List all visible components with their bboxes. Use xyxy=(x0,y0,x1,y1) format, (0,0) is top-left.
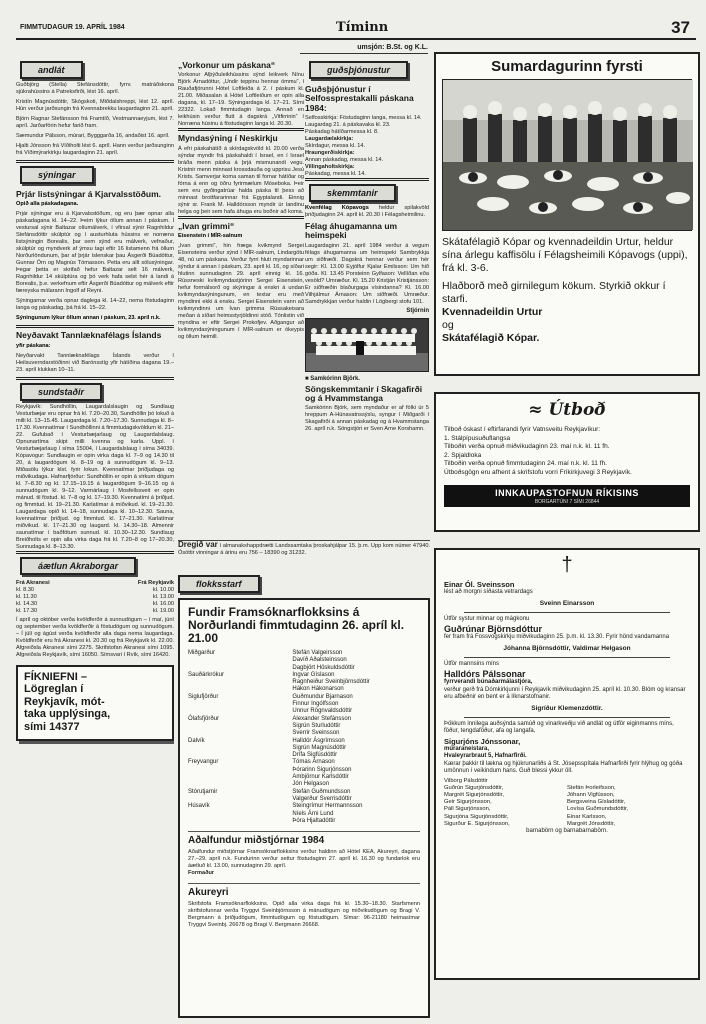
column-middle-right xyxy=(305,58,429,568)
mourner-name: Stefán Þorleifsson, xyxy=(567,784,616,791)
songskemmtun-body: Samkórinn Björk, sem myndaður er af fólki úr 5 hreppum A-Húnavatnssýslu, syngur í Miðgarði í Skagafirði á annan páskadag og á Hvammstanga 26. apríl n.k. Söngstjóri er Sven Arne Korshamn. xyxy=(305,405,429,433)
andlat-entry: Sæmundur Pálsson, múrari, Bygggarða 16, andaðist 16. apríl. xyxy=(16,133,170,139)
notice-4-intro: Þökkum innilega auðsýnda samúð og vinarkveðju við andlát og útför eiginmanns míns, föður, tengdaföður, afa og langafa, xyxy=(444,720,674,734)
meeting-place xyxy=(188,686,292,693)
akureyri-title: Akureyri xyxy=(188,883,420,898)
andlat-entry: Hjalti Jónsson frá Víðiholti lést 6. apríl. Hann verður jarðsunginn frá Víðimýrarkirkju laugardaginn 21. apríl. xyxy=(16,143,174,156)
notice-2-name: Guðrúnar Björnsdóttur xyxy=(444,624,542,634)
table-row xyxy=(16,587,174,594)
list-item: Annan páskadag, messa kl. 14. xyxy=(305,157,384,164)
speaker-name: Sigrún Magnúsdóttir xyxy=(292,744,347,751)
gudsthjonustur-list xyxy=(305,115,429,178)
fikniefni-line: Lögreglan í xyxy=(24,683,84,696)
table-row xyxy=(188,701,420,708)
notice-2-signature: Jóhanna Björnsdóttir, Valdimar Helgason xyxy=(503,644,631,652)
ivan-sub: Eisenstein í MÍR-salnum xyxy=(178,233,243,240)
list-item: Selfosskirkja: Föstudaginn langa, messa kl. 14. xyxy=(305,115,422,122)
ferry-time: kl. 16.00 xyxy=(152,600,174,607)
notice-1-signature: Sveinn Einarsson xyxy=(539,599,595,607)
table-row xyxy=(188,694,420,701)
fikniefni-line: Reykjavík, mót- xyxy=(24,695,105,708)
meeting-place xyxy=(188,767,292,774)
speaker-name: Guðmundur Bjarnason xyxy=(292,693,353,700)
table-row xyxy=(188,803,420,810)
meeting-place xyxy=(188,679,292,686)
speaker-name: Hákon Hákonarson xyxy=(292,686,344,693)
flokksstarf-banner: flokksstarf xyxy=(178,575,260,593)
scouts-photo xyxy=(442,79,692,231)
table-row xyxy=(188,738,420,745)
table-row xyxy=(16,608,174,615)
sumardagur-body: Skátafélagið Kópar og kvennadeildin Urtur, heldur sína árlegu kaffisölu í Félagsheimili Kópavogs (uppi), frá kl. 3-6. xyxy=(442,236,688,274)
meeting-place: Stórutjarnir xyxy=(188,788,218,795)
ferry-time: kl. 10.00 xyxy=(152,586,174,593)
utbod-intro: Tilboð óskast í eftirfarandi fyrir Vatnsveitu Reykjavíkur: xyxy=(444,426,601,433)
notice-3-role: fyrrverandi búnaðarmálastjóra, xyxy=(444,679,533,685)
list-item: Villingaholtskirkja: xyxy=(305,164,355,171)
adalfundur-title: Aðalfundur miðstjórnar 1984 xyxy=(188,831,420,846)
speaker-name: Stefán Guðmundsson xyxy=(292,788,351,795)
table-row xyxy=(188,796,420,803)
ivan-section xyxy=(178,216,304,341)
fikniefni-line: taka upplýsinga, xyxy=(24,708,111,721)
table-row xyxy=(188,679,420,686)
speaker-name: Sverrir Sveinsson xyxy=(292,730,340,737)
dregid-section xyxy=(178,540,430,570)
list-item: Páskadag hátíðarmessa kl. 8. xyxy=(305,129,379,136)
meeting-place xyxy=(188,811,292,818)
sumardagur-sig2: Skátafélagið Kópar. xyxy=(442,332,540,344)
notice-4-end: barnabörn og barnabarnabörn. xyxy=(526,827,608,834)
page-number: 37 xyxy=(671,18,690,37)
meeting-place: Siglufjörður xyxy=(188,693,219,700)
mourner-name: Bergsveina Gísladóttir, xyxy=(567,799,626,806)
speaker-name: Dagbjört Höskuldsdóttir xyxy=(292,664,355,671)
myndasyning-body: Á efri páskahátíð á skírdagskvöld kl. 20.00 verða sýndar myndir frá páskahaldi í Israel, en í Israel bráða menn páska á þrjá mismunandi vegu. Kristnir menn minnast krossdauða og upprisu Jesú Krists. Samverjar koma saman til fornar hátíðar og fórna á enn og öðru fyrirmælum Móseboka. Þeir sem eru gyðingatrúar halda páska til þess að minnast brottfararinnar frá Egyptalandi. Einnig sýnir sr. Frank M. Halldórsson myndir úr landinu helga og þeir sem hafa áhuga eru boðnir að koma. xyxy=(178,145,304,215)
table-row xyxy=(188,818,420,825)
column-middle-left xyxy=(178,58,304,568)
utbod-logo-text: Útboð xyxy=(548,400,606,420)
ferry-col-akranes: Frá Akranesi xyxy=(16,579,50,586)
syningar-body xyxy=(16,201,174,322)
list-item: Páskadag, messa kl. 14. xyxy=(305,171,366,178)
masthead-logo: Tíminn xyxy=(336,20,389,35)
table-row xyxy=(16,601,174,608)
vorkonur-heading: „Vorkonur um páskana“ xyxy=(178,60,276,70)
mourner-name: Sigurjóna Sigurjónsdóttir, xyxy=(444,813,509,820)
syningar-sub: Opið alla páskadagana. xyxy=(16,201,79,208)
sundstadir-section xyxy=(16,377,174,551)
choir-photo xyxy=(305,318,429,372)
andlat-entry: Björn Ragnar Stefánsson frá Framtíð, Vestmannaeyjum, lést 7. apríl. Jarðarförin hefur farið fram. xyxy=(16,116,174,129)
andlat-entry: Kristín Magnúsdóttir, Skógskoti, Miðdalshreppi, lést 12. apríl. Hún verður jarðsungin frá Kvennabrekku laugardaginn 21. apríl. xyxy=(16,99,174,112)
speaker-name: Þórarinn Sigurjónsson xyxy=(292,766,352,773)
ferry-time: kl. 14.30 xyxy=(16,600,38,607)
sumardagur-signature xyxy=(442,306,692,345)
songskemmtun-heading: Söngskemmtanir í Skagafirði og á Hvammstanga xyxy=(305,383,423,404)
syningar-text: Prjár sýningar eru á Kjarvalsstöðum, og eru þær opnar alla páskadagana kl. 14–22. Þeim lýkur öllum annan í páskum. Í vestursal sýnir Baltazar olíumálverk, í vfirsal sýnir Ragnhildur Stefánsdóttir skúlptúr og í austurhluta hússins er norræna listsýningin Borealis, þar sem sýnd eru málverk, vefnaður, skúlptúr og myndverk af ýmsu tagi eftir 16 listamenn frá öllum Norðurlöndunum, þar af þrjár íslenskar þau Ásgerði Búadóttur, Gunnar Örn og Magnús Tómasson. Petta eru allt sölusýningar. Þegar þetta er skrifað hefur Baltazar selt 16 málverk, Ragnhildur 14 skúlptúra og þó verk hafa selst hér á landi á Borealis, þ.e. verkefnum eftir Ásgerði Búadóttur og málverk eftir færeyska málarann Ingolf af Reyni. xyxy=(16,211,174,295)
mourner-name: Margrét Jónsdóttir, xyxy=(567,820,616,827)
ferry-time: kl. 17.30 xyxy=(16,607,38,614)
fikniefni-line: FÍKNIEFNI – xyxy=(24,670,87,683)
syningar-section xyxy=(16,160,174,322)
table-row xyxy=(16,594,174,601)
meeting-place xyxy=(188,708,292,715)
meeting-place xyxy=(188,752,292,759)
notice-4-role: múraraneistara, xyxy=(444,745,490,752)
sumardagur-title: Sumardagurinn fyrsti xyxy=(491,58,643,75)
notice-1-body: lést að morgni síðasta vetrardags xyxy=(444,589,533,595)
list-item: Laugardælakirkja: xyxy=(305,136,354,143)
table-row xyxy=(188,774,420,781)
fundir-title: Fundir Framsóknarflokksins á Norðurlandi fimmtudaginn 26. apríl kl. 21.00 xyxy=(188,605,405,645)
ivan-text: „Ivan grimmi“, hin fræga kvikmynd Sergei Eisensteins verður sýnd í MÍR-salnum, Lindargötu 48, nú um páskana. Verður fyrri hluti myndarinnar sýndur á annan í páskum, 23. apríl kl. 16, og síðari hlutinn sunnudaginn 29. apríl einnig kl. 16. Rússneski kvikmyndastjórinn Sergei Eisenstein, hefur formálsorð og skýringar á enskri á undan kvikmyndasýningunum, en textar eru með myndinni ekki á ensku. Sergei Eisenstein vann að kvikmyndinni um Ívan grimma Rússakeisara meðan á síðari heimsstyrjöldinni stóð. Tónlistin við myndina er eftir Sergei Prokofjev. Aðgangur að kvikmyndasýningunum í MÍR-salnum er ókeypis og öllum heimill. xyxy=(178,243,304,341)
agency-address: BORGARTÚNI 7 SÍMI 26844 xyxy=(444,499,690,507)
sundstadir-body: Reykjavík: Sundhöllin, Laugardalslaugin og Sundlaug Vesturbæjar eru opnar frá kl. 7.20–20.30, Sundhöllin þó lokuð á milli kl. 13–15.45. Laugardaga kl. 7.20–17.30. Sunnudaga kl. 8–17.30. Kvennatímar í Sundhöllinni á fimmtudagskvöldum kl. 21–22. Gufubað í Vesturbæjarlaug og Laugardalslaug. Opnunartíma skipt milli kvenna og karla. Uppl. í Vesturbæjarlaug í síma 15004, í Laugardalslaug í síma 34039. Kópavogur: Sundlaugin er opin virka daga kl. 7–9 og 14.30 til 20, á laugardögum kl. 8–19 og á sunnudögum kl. 9–13. Miðasölu lýkur klst. fyrir lokun. Kvennatímar þriðjudaga og miðvikudaga. Hafnarfjörður: Sundhöllin er opin á virkum dögum kl. 7–8.30 og kl. 17.15–19.15 á laugardögum 9–16.15 og á sunnudögum kl. 9–12. Varmárlaug í Mosfellssveit er opin mánud. til föstud. kl. 7–8 og kl. 17–19.30. Kvennatími á þriðjud. og fimmtud. kl. 19–21.30. Karlatímar á miðvikud. kl. 19–21.30. Laugardaga opið kl. 14–18, sunnudaga kl. 10–12.30. Sauna, kvennatímar þriðjud. og fimmtud. kl. 17–21.30. Karlatímar miðvikud. kl. 17–21.30 og laugard. kl. 14.30–18. Almennir saunatímar í baðfötum sunnud. kl. 10.30–12.30. Sundlaug Breiðholts er opin alla virka daga frá kl. 7.20–8 og 17–20.30, Sunnudaga kl. 8–13.30. xyxy=(16,403,174,550)
skemmtanir-section xyxy=(305,178,429,219)
myndasyning-section xyxy=(178,128,304,215)
notice-4-name: Sigurjóns Jónssonar, xyxy=(444,736,521,746)
notice-4-address: Hvaleyrarbraut 5, Hafnarfirði. xyxy=(444,753,527,759)
divider xyxy=(464,612,670,613)
speaker-name: Davíð Aðalsteinsson xyxy=(292,657,347,664)
meeting-place xyxy=(188,818,292,825)
notice-4-body: Kærar þakkir til lækna og hjúkrunarliðs á St. Jósepsspítala Hafnarfirði fyrir hlýhug og góða umönnun í veikindum hans. Guð blessi ykkur öll. xyxy=(444,760,683,774)
syningar-end: Sýningunum lýkur öllum annan í páskum, 23. apríl n.k. xyxy=(16,315,161,322)
cross-icon: † xyxy=(561,554,573,576)
felag-body: Laugardaginn 21. apríl 1984 verður á vegum félags áhugamanna um heimspeki Sambrykkja um siðfræði. Dagskrá hennar verður sem hér segir: Kl. 13.00 Eyjólfur Kjalar Emilsson: Um hið góða. Kl. 13.45 Porsteinn Gylfason: Vellíðan eða vesöld? Umræður. Kl. 15.20 Kristján Kristjánsson: Er siðfræðin blaðurgaga vísindanna? Kl. 16.00 Vilhjálmur Árnason: Um siðfræði. Umræður. Samdrykkjan verður haldin í Lögbergi stofu 101. xyxy=(305,242,429,305)
table-row xyxy=(188,730,420,737)
photo-marker-icon: ■ xyxy=(305,375,311,382)
notice-1-name: Einar Ól. Sveinsson xyxy=(444,580,515,589)
meeting-place xyxy=(188,796,292,803)
speaker-name: Jón Helgason xyxy=(292,781,330,788)
adalfundur-body: Aðalfundur miðstjórnar Framsóknarflokksins verður haldinn að Hótel KEA, Akureyri, dagana 27.–29. apríl n.k. Fundurinn verður settur föstudaginn 27. apríl kl. 16.30 og fundarlok eru áætluð kl. 13.00, sunnudaginn 29. apríl. xyxy=(188,849,420,870)
speaker-name: Drífa Sigfúsdóttir xyxy=(292,752,338,759)
meeting-place: Ólafsfjörður xyxy=(188,715,220,722)
notice-2-body: fer fram frá Fossvogskirkju miðvikudaginn 25. þ.m. kl. 13.30. Fyrir hönd vandamanna xyxy=(444,634,670,640)
list-item: Laugardag 21. á páskavaka kl. 23. xyxy=(305,122,391,129)
meeting-place: Sauðárkrókur xyxy=(188,671,225,678)
felag-signature: Stjórnin xyxy=(406,307,429,314)
skemmtanir-text: heldur spilakvöld þriðjudaginn 24. apríl kl. 20.30 í Félagsheimilinu. xyxy=(305,205,429,219)
mourner-name: Einar Karlsson, xyxy=(567,813,607,820)
ferry-time: kl. 19.00 xyxy=(152,607,174,614)
table-row xyxy=(188,665,420,672)
agency-name: INNKAUPASTOFNUN RÍKISINS xyxy=(444,485,690,499)
ferry-col-reykjavik: Frá Reykjavík xyxy=(137,579,174,586)
meeting-place xyxy=(188,781,292,788)
dregid-body xyxy=(178,541,430,557)
ferry-time: kl. 13.00 xyxy=(152,593,174,600)
table-row xyxy=(188,745,420,752)
felag-section xyxy=(305,222,429,314)
meeting-place xyxy=(188,745,292,752)
speaker-name: Finnur Ingólfsson xyxy=(292,701,339,708)
notice-3-signature: Sigríður Klemenzdóttir. xyxy=(531,704,603,712)
neydarvakt-heading: Neyðavakt Tannlæknafélags Íslands xyxy=(16,330,162,341)
table-row xyxy=(188,657,420,664)
flokksstarf-section xyxy=(178,572,430,1020)
gudsthjonustur-heading: Guðsþjónustur í Selfossprestakalli páskana 1984: xyxy=(305,84,414,113)
akureyri-body: Skrifstofa Framsóknarflokksins. Opið alla virka daga frá kl. 15.30–18.30. Starfsmenn skrifstofunnar verða Tryggvi Sveinbjörnsson á mánudögum og miðvikudögum og Bragi V. Bergmann á þriðjudögum, fimmtudögum og föstudögum. Símar: 96-21180 heimasímar Tryggvi Sveinbj. 26678 og Bragi V. Bergmann 26668. xyxy=(188,901,420,929)
dregid-text: í almanakshappdrætti Landssamtaka þroskahjálpar 15. þ.m. Upp kom númer 47940. Ósóttir vinningar á árinu eru 756 – 18390 og 31232. xyxy=(178,543,430,556)
speaker-name: Sigrún Sturludóttir xyxy=(292,722,341,729)
speaker-name: Ragnheiður Sveinbjörnsdóttir xyxy=(292,679,370,686)
syningar-heading: Prjár listsýningar á Kjarvalsstöðum. xyxy=(16,189,162,199)
speaker-name: Halldór Ásgrímsson xyxy=(292,737,345,744)
speaker-name: Þóra Hjaltadóttir xyxy=(292,817,336,824)
speaker-name: Unnur Rögnvaldsdóttir xyxy=(292,708,353,715)
speaker-name: Tómas Árnason xyxy=(292,759,335,766)
mourner-name xyxy=(567,778,690,785)
table-row xyxy=(188,759,420,766)
vorkonur-body: Vorkonur Alþýðuleikhússins sýnd leikverk Nínu Björk Árnadóttur, „Undir teppinu hennar ömmu“, í Rauðafjörunni Hótel Loftleiða á 2. í páskum kl. 21.00. Miðasalan á Hótel Loftleiðum er opin alla dagana, kl. 17–19. Sýningardaga kl. 17–21. Sími 22322. Lokað fimmtudagin langa. Annað en leikhúsin verður flutt á dagskrá „Vitfirrinin“ í Norræna húsinu á föstudaginn langa kl. 20.30. xyxy=(178,72,304,128)
death-notices xyxy=(434,548,700,980)
sumardagur-body2: Hlaðborð með girnilegum kökum. Styrkið okkur í starfi. xyxy=(442,280,666,305)
table-row xyxy=(188,716,420,723)
meeting-place xyxy=(188,774,292,781)
mourner-name: Geir Sigurjónsson, xyxy=(444,799,492,806)
neydarvakt-body xyxy=(16,343,174,374)
neydarvakt-sub: yfir páskana: xyxy=(16,342,51,349)
meeting-place: Freyvangur xyxy=(188,759,219,766)
speaker-name: Ingvar Gíslason xyxy=(292,671,335,678)
utbod-ad xyxy=(434,392,700,532)
utbod-item: 2. Spjaldloka xyxy=(444,451,482,459)
notice-3-body: verður gerð frá Dómkirkjunni í Reykjavík miðvikudaginn 25. apríl kl. 10.30. Blóm og kransar eru afbeðnir en bent er á líknarstofnanir. xyxy=(444,686,686,700)
meeting-place xyxy=(188,701,292,708)
speaker-name: Valgerður Sverrisdóttir xyxy=(292,795,352,802)
sumardagur-sig-and: og xyxy=(442,319,454,331)
mourner-name: Lovísa Guðmundsdóttir, xyxy=(567,806,629,813)
divider xyxy=(464,657,670,658)
wave-icon: ≈ xyxy=(528,400,543,420)
meeting-place xyxy=(188,730,292,737)
meetings-table xyxy=(188,650,420,825)
table-row xyxy=(188,789,420,796)
syningar-note: Sýningarnar verða opnar daglega kl. 14–22, nema föstudaginn langa og páskadag, þá frá kl. 15–22. xyxy=(16,298,174,312)
sundstadir-banner: sundstaðir xyxy=(20,383,102,401)
andlat-section xyxy=(16,58,174,157)
neydarvakt-text: Neyðarvakt Tannlæknafélags Íslands verður í Heilsuverndarstöðinni við Barónsstíg yfir hátíðina dagana 19.–23. apríl klukkan 10–11. xyxy=(16,352,174,373)
akraborg-section xyxy=(16,551,174,659)
speaker-name: Ambjörnur Karlsdóttir xyxy=(292,774,349,781)
meeting-place: Dalvík xyxy=(188,737,205,744)
notice-3-intro: Útför mannsins míns xyxy=(444,660,500,667)
utbod-item-note: Tilboðin verða opnuð fimmtudaginn 24. maí n.k. kl. 11 fh. xyxy=(444,460,607,467)
felag-heading: Félag áhugamanna um heimspeki xyxy=(305,221,398,241)
table-row xyxy=(188,686,420,693)
editor-credit: umsjón: B.St. og K.L. xyxy=(300,44,428,54)
meeting-place xyxy=(188,723,292,730)
notice-2-intro: Útför systur minnar og mágkonu xyxy=(444,615,530,622)
choir-photo-image xyxy=(306,319,428,371)
skemmtanir-banner: skemmtanir xyxy=(309,184,396,202)
fikniefni-box xyxy=(16,665,174,742)
neydarvakt-section xyxy=(16,325,174,373)
akraborg-banner: áætlun Akraborgar xyxy=(20,557,136,575)
andlat-body xyxy=(16,82,174,157)
divider xyxy=(464,717,670,718)
utbod-item: 1. Stálpípusuðuflangsa xyxy=(444,434,511,442)
choir-caption xyxy=(305,376,429,382)
issue-date: FIMMTUDAGUR 19. APRÍL 1984 xyxy=(20,24,125,31)
utbod-outro: Útboðsgögn eru afhent á skrifstofu vorri Fríkirkjuvegi 3 Reykjavík. xyxy=(444,468,632,476)
myndasyning-heading: Myndasýning í Neskirkju xyxy=(178,133,278,144)
utbod-logo xyxy=(444,400,690,420)
choir-caption-text: Samkórinn Björk. xyxy=(310,375,360,382)
table-row xyxy=(188,723,420,730)
meeting-place xyxy=(188,657,292,664)
meeting-place xyxy=(188,665,292,672)
andlat-banner: andlát xyxy=(20,61,83,79)
speaker-name: Stefán Valgeirsson xyxy=(292,650,343,656)
dregid-heading: Dregið var xyxy=(178,540,218,549)
flokksstarf-box xyxy=(178,598,430,1018)
table-row xyxy=(188,781,420,788)
adalfundur-signature: Formaður xyxy=(188,870,215,877)
list-item: Skírdagur, messa kl. 14. xyxy=(305,143,366,150)
column-left xyxy=(16,58,174,1018)
mourner-name: Sigurður E. Sigurjónsson, xyxy=(444,820,510,827)
mourner-name: Jóhann Vigfússon, xyxy=(567,791,615,798)
speaker-name: Níels Árni Lund xyxy=(292,810,334,817)
sumardagur-ad xyxy=(434,52,700,376)
skemmtanir-heading: Kvenfélag Kópavogs xyxy=(305,205,369,212)
table-row xyxy=(188,708,420,715)
meeting-place: Miðgarður xyxy=(188,650,216,656)
akraborg-body: Í apríl og október verða kvöldferðir á sunnudögum – í maí, júní og september verða kvöldferðir á föstudögum og sunnudögum. – Í júlí og ágúst verða kvöldferðir alla daga nema laugardaga. Kvöldferðir eru frá Akranesi kl. 20.30 og frá Reykjavík kl. 22.00. Afgreiðsla Akranesi sími 2275. Skrifstofan Akranesi sími 1095. Afgreiðsla Reykjavík, sími 16050. Símsvari í Rvík, sími 16420. xyxy=(16,616,174,658)
ivan-heading: „Ivan grimmi“ xyxy=(178,220,235,231)
table-row xyxy=(188,811,420,818)
mourner-name: Guðrún Sigurjónsdóttir, xyxy=(444,784,504,791)
mourners-list xyxy=(444,778,690,828)
list-item: Hraungerðiskirkja: xyxy=(305,150,355,157)
skemmtanir-body xyxy=(305,205,429,219)
utbod-item-note: Tilboðin verða opnuð miðvikudaginn 23. maí n.k. kl. 11 fh. xyxy=(444,443,610,450)
mourner-name: Margrét Sigurjónsdóttir, xyxy=(444,791,504,798)
page-header xyxy=(16,18,696,40)
speaker-name: Steingrímur Hermannsson xyxy=(292,803,363,810)
scouts-photo-image xyxy=(443,80,693,230)
utbod-body xyxy=(444,426,690,477)
notice-3-name: Halldórs Pálssonar xyxy=(444,669,526,679)
ivan-body xyxy=(178,233,304,341)
meeting-place: Húsavík xyxy=(188,803,210,810)
fikniefni-line: sími 14377 xyxy=(24,720,80,733)
mourner-name: Vilborg Pálsdóttir xyxy=(444,777,488,784)
ferry-time: kl. 11.30 xyxy=(16,593,37,600)
table-row xyxy=(188,767,420,774)
mourner-name: Páll Sigurjónsson, xyxy=(444,806,491,813)
sumardagur-sig1: Kvennadeildin Urtur xyxy=(442,306,543,318)
gudsthjonustur-banner: guðsþjónustur xyxy=(309,61,408,79)
syningar-banner: sýningar xyxy=(20,166,94,184)
ferry-time: kl. 8.30 xyxy=(16,586,35,593)
ferry-timetable xyxy=(16,580,174,615)
speaker-name: Alexander Stefánsson xyxy=(292,715,352,722)
andlat-entry: Guðbjörg (Stella) Stefánsdóttir, fyrrv. matráðskona sjúkrahússins á Patreksfirði, lést 16. apríl. xyxy=(16,82,174,95)
